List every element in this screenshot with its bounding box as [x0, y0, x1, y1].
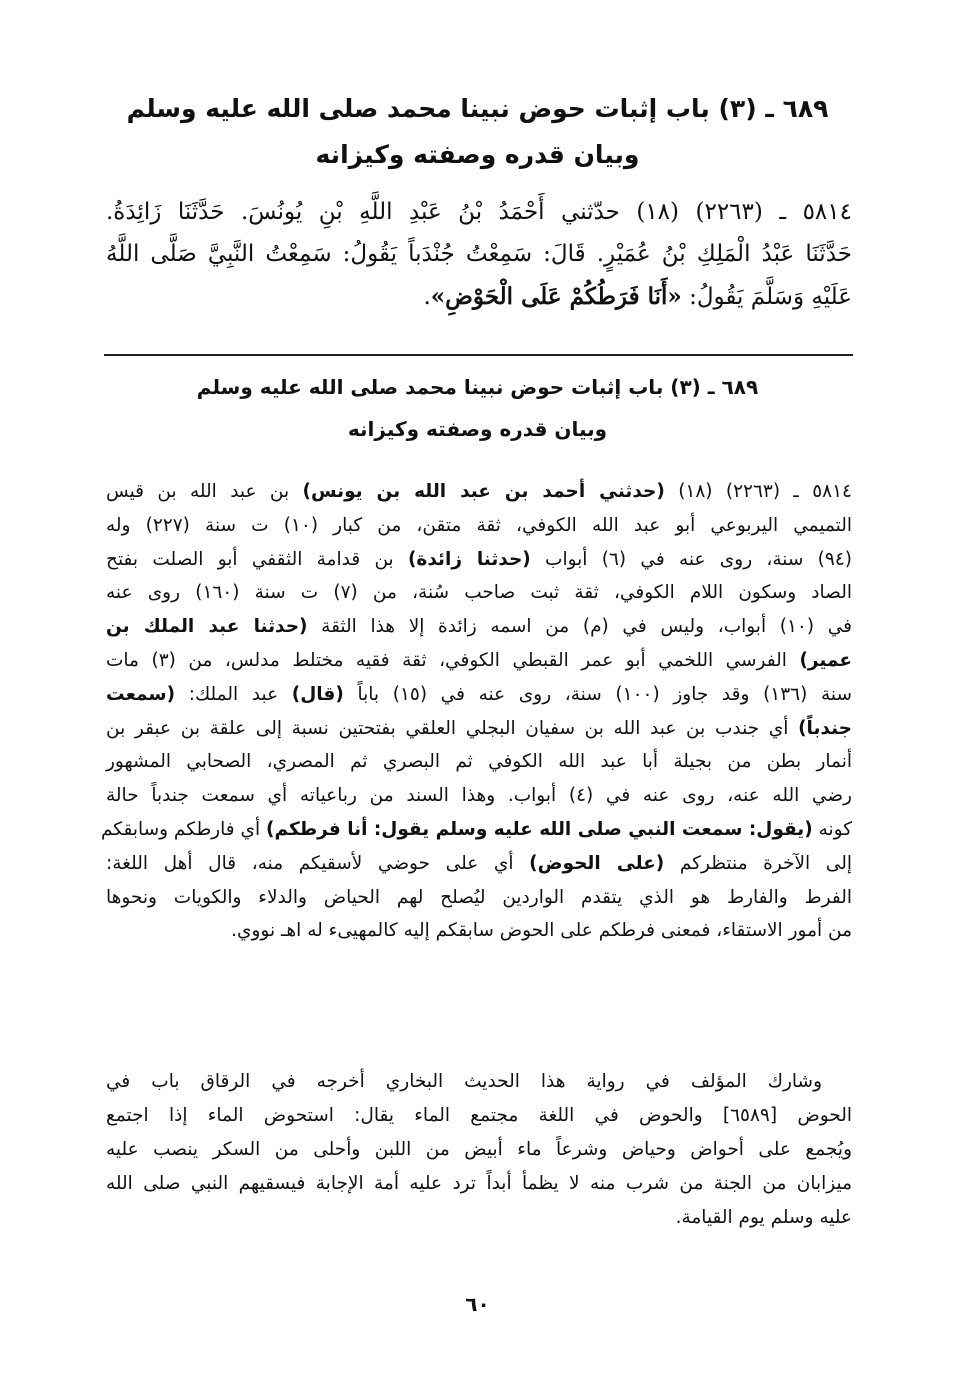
- commentary-chapter-subtitle: وبيان قدره وصفته وكيزانه: [347, 417, 608, 441]
- text-segment: الحوض [٦٥٨٩] والحوض في اللغة مجتمع الماء يقال: استحوض الماء إذا اجتمع: [106, 1105, 852, 1126]
- text-segment: عليه وسلم يوم القيامة.: [675, 1207, 852, 1228]
- text-segment: عَلَيْهِ وَسَلَّمَ يَقُولُ:: [681, 284, 852, 310]
- section-divider: [104, 354, 853, 356]
- text-line: [106, 1168, 852, 1200]
- text-segment: أنمار بطن من بجيلة أبا عبد الله الكوفي ثم البصري ثم المصري، الصحابي المشهور: [106, 751, 852, 773]
- text-segment: عبد الملك:: [175, 683, 292, 705]
- text-segment: رضي الله عنه، روى عنه في (٤) أبواب. وهذا السند من رباعياته أي سمعت جندباً حالة: [106, 785, 852, 807]
- bold-text-segment: (حدثنا زائدة): [407, 548, 531, 570]
- text-segment: حَدَّثَنَا عَبْدُ الْمَلِكِ بْنُ عُمَيْرٍ. قَالَ: سَمِعْتُ جُنْدَباً يَقُولُ: سَمِعْتُ النَّبِيَّ صَلَّى اللَّهُ: [106, 241, 852, 267]
- bold-text-segment: (على الحوض): [529, 852, 665, 874]
- text-line: [106, 544, 852, 576]
- text-segment: ٥٨١٤ ـ (٢٢٦٣) (١٨): [664, 481, 852, 502]
- text-line: [106, 510, 852, 542]
- text-line: [100, 814, 852, 846]
- text-segment: بن قدامة الثقفي أبو الصلت بفتح: [106, 548, 408, 570]
- bold-text-segment: (يقول: سمعت النبي صلى الله عليه وسلم يقول: أنا فرطكم): [265, 819, 813, 840]
- text-line: [106, 1134, 852, 1166]
- text-line: [106, 279, 852, 315]
- text-segment: أي جندب بن عبد الله بن سفيان البجلي العلقي بفتحتين نسبة إلى علقة بن عبقر بن: [106, 717, 799, 739]
- text-segment: ميزابان من الجنة من شرب منه لا يظمأ أبداً ترد عليه أمة الإجابة فيسقيهم النبي صلى الله: [106, 1173, 852, 1194]
- text-segment: كونه: [812, 819, 852, 840]
- text-line: [106, 645, 852, 677]
- text-segment: من أمور الاستقاء، فمعنى فرطكم على الحوض سابقكم إليه كالمهيىء له اهـ نووي.: [231, 920, 852, 942]
- text-line: [106, 476, 852, 508]
- bold-text-segment: عمير): [799, 650, 852, 671]
- bold-text-segment: (سمعت: [106, 683, 176, 705]
- commentary-chapter-title: ٦٨٩ ـ (٣) باب إثبات حوض نبينا محمد صلى الله عليه وسلم: [196, 375, 759, 399]
- page-number: ٦٠: [465, 1292, 490, 1316]
- text-line: [106, 780, 852, 812]
- text-segment: ويُجمع على أحواض وحياض وشرعاً ماء أبيض من اللبن وأحلى من السكر ينصب عليه: [106, 1139, 852, 1160]
- text-segment: .: [423, 284, 431, 310]
- text-segment: سنة (١٣٦) وقد جاوز (١٠٠) سنة، روى عنه في (١٥) باباً: [343, 683, 852, 705]
- text-line: [106, 915, 852, 947]
- text-line: [106, 1100, 852, 1132]
- text-segment: (٩٤) سنة، روى عنه في (٦) أبواب: [530, 548, 852, 570]
- bold-text-segment: (حدثني أحمد بن عبد الله بن يونس): [302, 481, 665, 502]
- text-line: [106, 713, 852, 745]
- text-segment: ٥٨١٤ ـ (٢٢٦٣) (١٨) حدّثني أَحْمَدُ بْنُ عَبْدِ اللَّهِ بْنِ يُونُسَ. حَدَّثَنَا زَائِدَةُ.: [106, 199, 852, 225]
- text-line: [106, 1066, 822, 1098]
- bold-text-segment: (قال): [291, 683, 344, 705]
- text-segment: إلى الآخرة منتظركم: [664, 852, 852, 874]
- text-segment: أي فارطكم وسابقكم: [100, 819, 266, 840]
- text-segment: الفرط والفارط هو الذي يتقدم الواردين ليُصلح لهم الحياض والدلاء والكويات ونحوها: [106, 886, 852, 908]
- text-line: [106, 577, 852, 609]
- text-line: [106, 1202, 852, 1234]
- text-line: [106, 882, 852, 914]
- text-line: [106, 848, 852, 880]
- text-line: [106, 611, 852, 643]
- bold-text-segment: «أَنَا فَرَطُكُمْ عَلَى الْحَوْضِ»: [430, 283, 682, 310]
- bold-text-segment: جندباً): [798, 717, 852, 739]
- text-segment: التميمي اليربوعي أبو عبد الله الكوفي، ثقة متقن، من كبار (١٠) ت سنة (٢٢٧) وله: [106, 514, 852, 536]
- text-segment: الفرسي اللخمي أبو عمر القبطي الكوفي، ثقة فقيه مختلط مدلس، من (٣) مات: [106, 650, 800, 671]
- text-segment: في (١٠) أبواب، وليس في (م) من اسمه زائدة إلا هذا الثقة: [307, 616, 852, 638]
- text-line: [106, 194, 852, 230]
- bold-text-segment: (حدثنا عبد الملك بن: [106, 616, 308, 638]
- text-segment: الصاد وسكون اللام الكوفي، ثقة ثبت صاحب سُنة، من (٧) ت سنة (١٦٠) روى عنه: [106, 582, 852, 604]
- text-line: [106, 746, 852, 778]
- chapter-subtitle: وبيان قدره وصفته وكيزانه: [315, 140, 640, 169]
- text-segment: بن عبد الله بن قيس: [106, 481, 303, 502]
- text-segment: وشارك المؤلف في رواية هذا الحديث البخاري أخرجه في الرقاق باب في: [106, 1071, 822, 1092]
- text-line: [106, 236, 852, 272]
- chapter-title: ٦٨٩ ـ (٣) باب إثبات حوض نبينا محمد صلى الله عليه وسلم: [126, 94, 829, 123]
- text-segment: أي على حوضي لأسقيكم منه، قال أهل اللغة:: [106, 852, 530, 874]
- text-line: [106, 679, 852, 711]
